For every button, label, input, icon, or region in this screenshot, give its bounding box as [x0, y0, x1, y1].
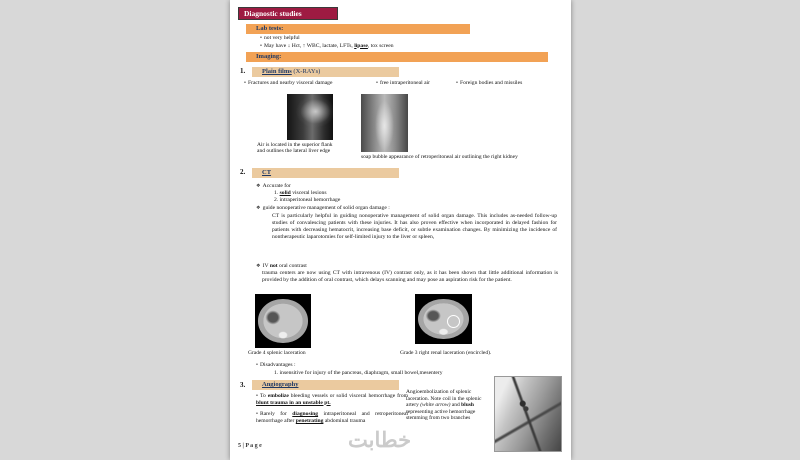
plain-films-bullet-2: free intraperitoneal air	[379, 80, 430, 86]
list-item	[256, 362, 296, 369]
document-title-bar	[238, 7, 338, 20]
page-number-footer: 5 | P a g e	[238, 443, 262, 449]
ct-accurate-1-num: 1.	[274, 190, 280, 196]
angio-bullet-1-mid: bleeding vessels or solid visceral hemorrhage from	[288, 392, 408, 399]
ct-accurate-1-underlined: solid	[279, 190, 291, 196]
angio-caption-pre: Angioembolization of splenic laceration. Note coil in the splenic artery	[406, 389, 482, 409]
xray-caption-2: soap bubble appearance of retroperitoneal air outlining the right kidney	[361, 154, 518, 160]
list-item	[456, 80, 522, 87]
bullet-icon: •	[376, 80, 378, 86]
section-1-header-bar	[252, 67, 399, 77]
angio-bullet-1: To	[259, 392, 268, 399]
bullet-icon: •	[260, 42, 262, 49]
ct-iv-pre: IV	[262, 262, 270, 269]
clover-bullet-icon: ❖	[256, 262, 261, 269]
ct-disadvantages-item: 1. insensitive for injury of the pancreas, diaphragm, small bowel,mesentery	[274, 369, 443, 376]
angio-bullet-2-post: abdominal trauma	[323, 418, 366, 424]
angio-caption	[406, 389, 494, 422]
section-1-title: Plain films	[262, 67, 292, 75]
angiography-image-splenic-embolization	[494, 376, 562, 452]
section-2-title: CT	[262, 168, 272, 176]
ct-accurate-1-rest: visceral lesions	[290, 190, 327, 196]
bullet-icon: •	[256, 361, 258, 368]
list-item	[256, 393, 408, 407]
list-item	[256, 183, 291, 190]
xray-image-retroperitoneal-air	[361, 94, 408, 152]
angio-caption-italic: (white arrow)	[420, 402, 451, 409]
list-item: 2. intraperitoneal hemorrhage	[274, 197, 341, 203]
angio-caption-bold: blush	[461, 402, 474, 409]
plain-films-bullet-3: Foreign bodies and missiles	[459, 80, 523, 86]
ct-image-splenic-laceration	[255, 294, 311, 348]
clover-bullet-icon: ❖	[256, 182, 261, 189]
angio-caption-post: representing active hemorrhage stemming from two branches	[406, 408, 476, 422]
ct-disadvantages-label: Disadvantages :	[259, 361, 296, 368]
angio-caption-mid: and	[450, 402, 462, 409]
imaging-header-bar	[246, 52, 548, 62]
annotation-circle-icon	[447, 315, 460, 328]
list-item	[256, 411, 408, 425]
ct-image-renal-laceration	[415, 294, 472, 344]
bullet-icon: •	[260, 35, 262, 41]
ct-guide-paragraph: CT is particularly helpful in guiding nonoperative management of solid organ damage. This includes as-needed follow-up studies of convalescing patients with these injuries. It has also proven effective when incorporated in delayed fashion for patients with decreasing hematocrit, increasing base deficit, or subtle examination changes. By minimizing the incidence of nontherapeutic laparotomies for self-limited injury to the liver or spleen,	[272, 212, 557, 240]
document-title: Diagnostic studies	[244, 9, 302, 18]
ct-caption-2: Grade 3 right renal laceration (encircled).	[400, 350, 492, 356]
bullet-icon: •	[256, 411, 258, 417]
imaging-header-label: Imaging:	[256, 52, 282, 60]
xray-image-superior-flank-air	[287, 94, 333, 140]
ct-accurate-label: Accurate for	[262, 182, 291, 189]
list-item	[256, 205, 390, 212]
section-2-number: 2.	[240, 168, 246, 176]
lab-item-2: May have ↓ Hct, ↑ WBC, lactate, LFTs,	[263, 42, 355, 49]
angio-bullet-2-underlined-1: diagnosing	[292, 411, 319, 417]
bullet-icon: •	[456, 80, 458, 86]
angio-bullet-2-underlined-2: penetrating	[295, 418, 324, 424]
ct-body-cross-section	[418, 299, 468, 339]
ct-caption-1: Grade 4 splenic laceration	[248, 350, 306, 356]
ct-iv-bold: not	[269, 262, 278, 269]
lab-item-1: not very helpful	[263, 35, 300, 41]
ct-iv-paragraph: trauma centers are now using CT with intravenous (IV) contrast only, as it has been shown that little additional information is provided by the addition of oral contrast, which delays scanning and may pose an aspiration risk for the patient.	[262, 270, 558, 283]
angio-bullet-2-mid: intraperitoneal and retroperitoneal hemorrhage after	[256, 411, 409, 424]
section-1-title-suffix: (X-RAYs)	[291, 67, 321, 75]
lab-tests-header-bar	[246, 24, 470, 34]
angio-bullet-1-bold: embolize	[267, 392, 289, 399]
ct-guide-label: guide nonoperative management of solid organ damage :	[262, 204, 390, 211]
bullet-icon: •	[244, 80, 246, 86]
ct-body-cross-section	[258, 299, 307, 342]
ct-iv-post: oral contrast	[277, 262, 307, 269]
section-3-title: Angiography	[262, 381, 299, 388]
list-item	[256, 263, 307, 270]
section-3-header-bar	[252, 380, 399, 390]
lab-item-2-post: , tox screen	[367, 42, 394, 49]
section-1-number: 1.	[240, 67, 246, 75]
list-item	[260, 35, 300, 42]
xray-caption-1: Air is located in the superior flank and outlines the lateral liver edge	[257, 141, 333, 155]
document-page	[230, 0, 571, 460]
list-item	[274, 190, 327, 197]
section-3-number: 3.	[240, 380, 246, 389]
list-item	[260, 43, 394, 50]
watermark-text: خطابت	[348, 428, 412, 452]
lab-tests-header-label: Lab tests:	[256, 25, 284, 32]
clover-bullet-icon: ❖	[256, 204, 261, 211]
plain-films-bullet-1: Fractures and nearby visceral damage	[247, 80, 333, 86]
angio-bullet-1-underlined: blunt trauma in an unstable pt.	[256, 399, 331, 406]
list-item	[244, 80, 332, 87]
section-2-header-bar	[252, 168, 399, 178]
bullet-icon: •	[256, 392, 258, 399]
list-item	[376, 80, 430, 87]
lab-item-2-underlined: lipase	[354, 42, 368, 49]
angio-bullet-2: Rarely for	[259, 411, 293, 417]
